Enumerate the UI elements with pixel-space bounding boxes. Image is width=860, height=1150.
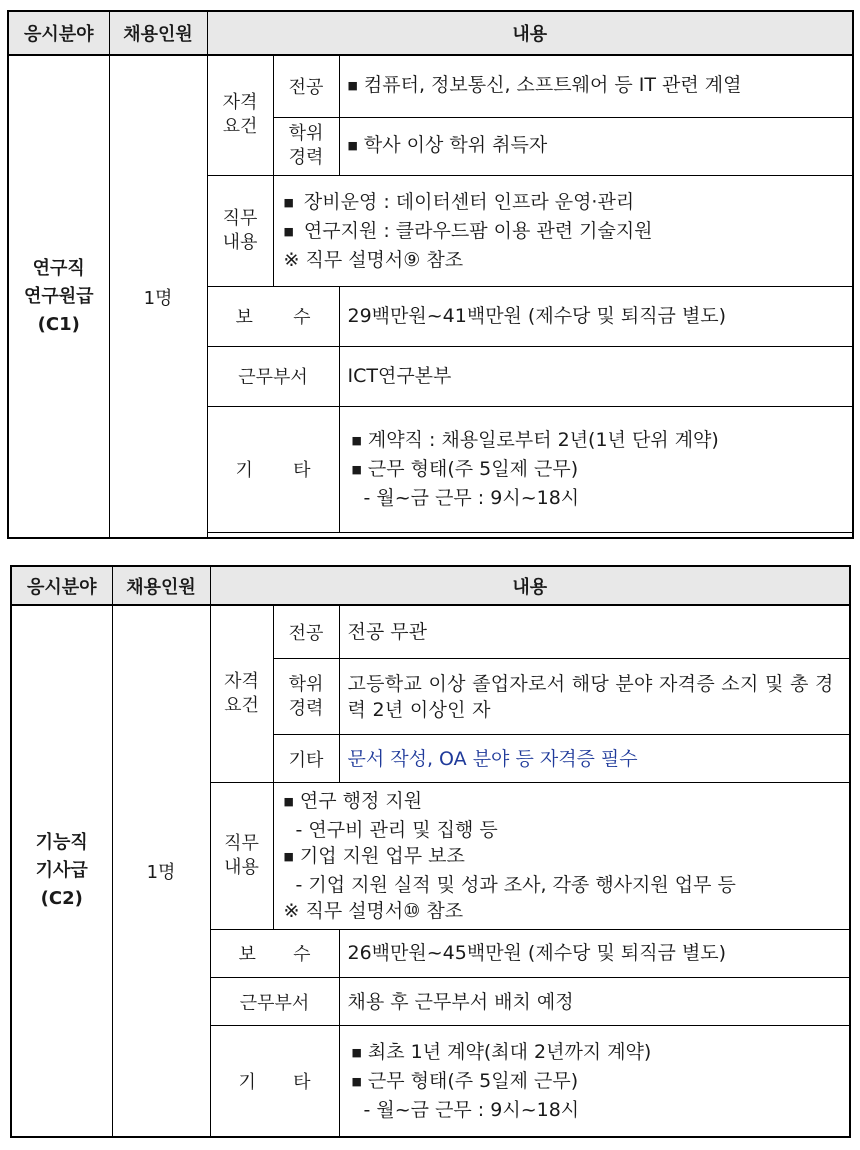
salary-label: 보 수: [210, 929, 339, 977]
degree-value: ■ 학사 이상 학위 취득자: [339, 117, 853, 175]
field-name: 기능직: [35, 832, 88, 854]
field-cell: [11, 605, 112, 1137]
headcount: 1명: [112, 605, 210, 1137]
table-row: [11, 605, 850, 658]
etc-value: [339, 1026, 850, 1137]
degree-value: 고등학교 이상 졸업자로서 해당 분야 자격증 소지 및 총 경력 2년 이상인 자: [339, 659, 850, 735]
etc-label: 기 타: [210, 1026, 339, 1137]
header-count: 채용인원: [109, 11, 207, 55]
department-value: 채용 후 근무부서 배치 예정: [339, 978, 850, 1026]
other-qual-value: 문서 작성, OA 분야 등 자격증 필수: [339, 734, 850, 782]
duties-label: 직무 내용: [210, 783, 273, 929]
duty-item: ■ 연구 행정 지원: [284, 788, 842, 817]
header-content: 내용: [207, 11, 853, 55]
field-name: 연구직: [32, 257, 85, 279]
table-header-row: [11, 566, 850, 605]
field-cell: [8, 55, 109, 538]
qualification-label: 자격 요건: [210, 605, 273, 783]
header-count: 채용인원: [112, 566, 210, 605]
qualification-label: 자격 요건: [207, 55, 273, 175]
duty-note: ※ 직무 설명서⑨ 참조: [283, 248, 464, 271]
salary-label: 보 수: [207, 286, 339, 346]
etc-sub: - 월~금 근무 : 9시~18시: [363, 1099, 580, 1122]
job-posting-table-c1: [7, 10, 854, 539]
etc-item: ■ 최초 1년 계약(최대 2년까지 계약): [352, 1039, 842, 1068]
degree-label: 학위 경력: [273, 659, 339, 735]
etc-item: ■ 계약직 : 채용일로부터 2년(1년 단위 계약): [352, 427, 845, 456]
etc-label: 기 타: [207, 406, 339, 532]
duties-value: [273, 175, 853, 286]
department-label: 근무부서: [207, 346, 339, 406]
table-header-row: [8, 11, 853, 55]
job-posting-table-c2: [10, 565, 851, 1138]
duty-note: ※ 직무 설명서⑩ 참조: [283, 900, 464, 922]
department-value: ICT연구본부: [339, 346, 853, 406]
duties-value: [273, 783, 850, 929]
table-row: [8, 55, 853, 117]
duty-sub: - 기업 지원 실적 및 성과 조사, 각종 행사지원 업무 등: [295, 874, 736, 896]
duty-item: ■ 장비운영 : 데이터센터 인프라 운영·관리: [284, 189, 845, 218]
duty-item: ■ 기업 지원 업무 보조: [284, 843, 842, 872]
duties-label: 직무 내용: [207, 175, 273, 286]
major-label: 전공: [273, 605, 339, 658]
degree-label: 학위 경력: [273, 117, 339, 175]
header-content: 내용: [210, 566, 850, 605]
field-code: (C2): [40, 888, 83, 910]
header-field: 응시분야: [8, 11, 109, 55]
duty-item: ■ 연구지원 : 클라우드팜 이용 관련 기술지원: [284, 218, 845, 247]
field-code: (C1): [37, 313, 80, 335]
field-grade: 연구원급: [23, 285, 94, 307]
salary-value: 26백만원~45백만원 (제수당 및 퇴직금 별도): [339, 929, 850, 977]
etc-item: ■ 근무 형태(주 5일제 근무): [352, 1068, 842, 1097]
salary-value: 29백만원~41백만원 (제수당 및 퇴직금 별도): [339, 286, 853, 346]
other-qual-label: 기타: [273, 734, 339, 782]
major-label: 전공: [273, 55, 339, 117]
field-grade: 기사급: [35, 860, 88, 882]
duty-sub: - 연구비 관리 및 집행 등: [295, 819, 498, 841]
department-label: 근무부서: [210, 978, 339, 1026]
etc-item: ■ 근무 형태(주 5일제 근무): [352, 456, 845, 485]
header-field: 응시분야: [11, 566, 112, 605]
major-value: 전공 무관: [339, 605, 850, 658]
etc-sub: - 월~금 근무 : 9시~18시: [363, 487, 580, 509]
major-value: ■ 컴퓨터, 정보통신, 소프트웨어 등 IT 관련 계열: [339, 55, 853, 117]
etc-value: [339, 406, 853, 532]
headcount: 1명: [109, 55, 207, 538]
